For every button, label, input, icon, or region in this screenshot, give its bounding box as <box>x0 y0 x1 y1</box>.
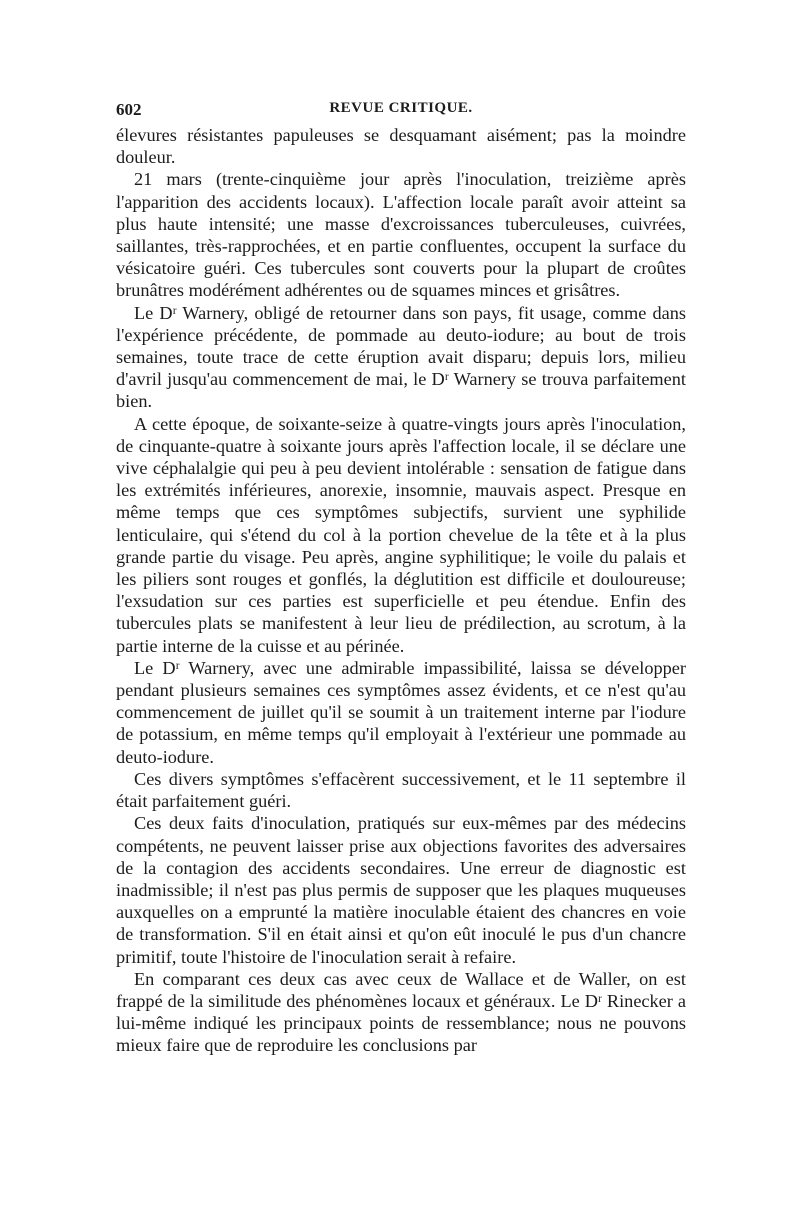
book-page <box>116 98 686 1057</box>
paragraph-8: En comparant ces deux cas avec ceux de Wallace et de Waller, on est frappé de la similitude des phénomènes locaux et généraux. Le Dʳ Rinecker a lui-même indiqué les principaux points de ressemblance; nous ne pouvons mieux faire que de reproduire les conclusions par <box>116 968 686 1056</box>
paragraph-7: Ces deux faits d'inoculation, pratiqués sur eux-mêmes par des médecins compétents, ne peuvent laisser prise aux objections favorites des adversaires de la contagion des accidents secondaires. Une erreur de diagnostic est inadmissible; il n'est pas plus permis de supposer que les plaques muqueuses auxquelles on a emprunté la matière inoculable étaient des chancres en voie de transformation. S'il en était ainsi et qu'on eût inoculé le pus d'un chancre primitif, toute l'histoire de l'inoculation serait à refaire. <box>116 813 686 967</box>
paragraph-1: élevures résistantes papuleuses se desquamant aisément; pas la moindre douleur. <box>116 125 686 168</box>
paragraph-4: A cette époque, de soixante-seize à quatre-vingts jours après l'inoculation, de cinquante-quatre à soixante jours après l'affection locale, il se déclare une vive céphalalgie qui peu à peu devient intolérable : sensation de fatigue dans les extrémités inférieures, anorexie, insomnie, mauvais aspect. Presque en même temps que ces symptômes subjectifs, survient une syphilide lenticulaire, qui s'étend du col à la portion chevelue de la tête et à la plus grande partie du visage. Peu après, angine syphilitique; le voile du palais et les piliers sont rouges et gonflés, la déglutition est difficile et douloureuse; l'exsudation sur ces parties est superficielle et peu étendue. Enfin des tubercules plats se manifestent à leur lieu de prédilection, au scrotum, à la partie interne de la cuisse et au périnée. <box>116 413 686 656</box>
page-number: 602 <box>116 100 142 119</box>
paragraph-6: Ces divers symptômes s'effacèrent successivement, et le 11 septembre il était parfaitement guéri. <box>116 768 686 812</box>
body-text <box>116 124 686 1057</box>
paragraph-5: Le Dʳ Warnery, avec une admirable impassibilité, laissa se développer pendant plusieurs semaines ces symptômes assez évidents, et ce n'est qu'au commencement de juillet qu'il se soumit à un traitement interne par l'iodure de potassium, en même temps qu'il employait à l'extérieur une pommade au deuto-iodure. <box>116 657 686 767</box>
running-title: REVUE CRITIQUE. <box>329 100 473 116</box>
paragraph-2: 21 mars (trente-cinquième jour après l'inoculation, treizième après l'apparition des accidents locaux). L'affection locale paraît avoir atteint sa plus haute intensité; une masse d'excroissances tuberculeuses, cuivrées, saillantes, très-rapprochées, et en partie confluentes, occupent la surface du vésicatoire guéri. Ces tubercules sont couverts pour la plupart de croûtes brunâtres modérément adhérentes ou de squames minces et grisâtres. <box>116 169 686 301</box>
paragraph-3: Le Dʳ Warnery, obligé de retourner dans son pays, fit usage, comme dans l'expérience précédente, de pommade au deuto-iodure; au bout de trois semaines, toute trace de cette éruption avait disparu; depuis lors, milieu d'avril jusqu'au commencement de mai, le Dʳ Warnery se trouva parfaitement bien. <box>116 302 686 412</box>
page-header <box>116 98 686 124</box>
